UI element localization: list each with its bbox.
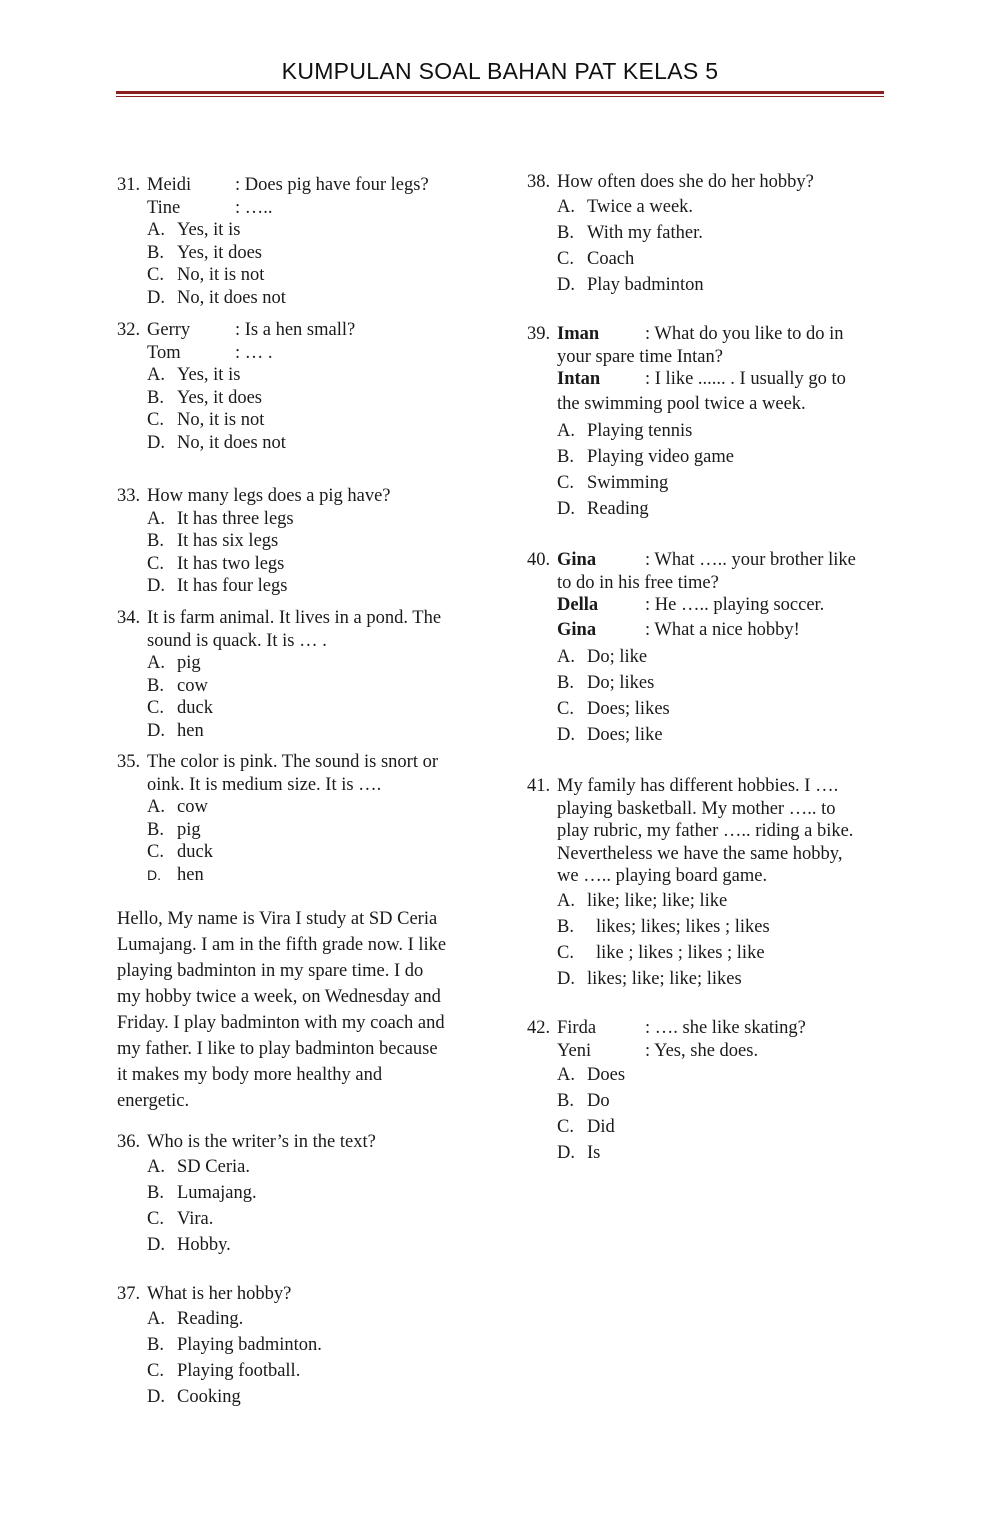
option-a[interactable]: A. Playing tennis bbox=[557, 420, 693, 441]
question-number: 38. bbox=[527, 172, 551, 192]
speaker: Firda bbox=[557, 1018, 597, 1038]
passage-line: it makes my body more healthy and bbox=[117, 1065, 383, 1085]
dialog-text: the swimming pool twice a week. bbox=[557, 393, 806, 414]
option-c[interactable]: C. Coach bbox=[557, 248, 635, 269]
speaker: Gerry bbox=[147, 320, 191, 340]
dialog-text: : What a nice hobby! bbox=[645, 619, 800, 640]
dialog-text: : Is a hen small? bbox=[235, 320, 356, 340]
question-35 bbox=[117, 751, 438, 886]
option-d[interactable]: D. Cooking bbox=[147, 1386, 241, 1407]
question-number: 41. bbox=[527, 776, 551, 796]
option-a[interactable]: A. Yes, it is bbox=[147, 365, 241, 385]
dialog-text: : Does pig have four legs? bbox=[235, 175, 429, 195]
option-b[interactable]: B. It has six legs bbox=[147, 531, 279, 551]
option-a[interactable]: A. Yes, it is bbox=[147, 220, 241, 240]
option-d[interactable]: D. No, it does not bbox=[147, 432, 286, 453]
option-c[interactable]: C. like ; likes ; likes ; like bbox=[557, 942, 765, 963]
speaker: Gina bbox=[557, 619, 597, 640]
question-text: sound is quack. It is … . bbox=[147, 630, 327, 651]
question-number: 33. bbox=[117, 486, 141, 506]
question-number: 32. bbox=[117, 320, 141, 340]
option-a[interactable]: A. Twice a week. bbox=[557, 196, 694, 217]
question-38 bbox=[527, 171, 814, 298]
option-d[interactable]: D. Is bbox=[557, 1143, 601, 1163]
speaker: Iman bbox=[557, 324, 600, 344]
dialog-text: to do in his free time? bbox=[557, 572, 719, 593]
dialog-text: : He ….. playing soccer. bbox=[645, 595, 825, 615]
header-rule-thin bbox=[116, 96, 884, 97]
passage-line: Friday. I play badminton with my coach and bbox=[117, 1013, 445, 1033]
speaker: Tine bbox=[147, 197, 181, 218]
option-a[interactable]: A. Do; like bbox=[557, 646, 648, 667]
passage-line: energetic. bbox=[117, 1091, 190, 1111]
speaker: Gina bbox=[557, 550, 597, 570]
question-34 bbox=[117, 607, 441, 742]
question-text: oink. It is medium size. It is …. bbox=[147, 774, 382, 795]
option-c[interactable]: C. It has two legs bbox=[147, 553, 285, 574]
option-b[interactable]: B. Yes, it does bbox=[147, 387, 262, 408]
dialog-text: : What do you like to do in bbox=[645, 324, 844, 344]
passage-line: Hello, My name is Vira I study at SD Ceria bbox=[117, 909, 438, 929]
option-b[interactable]: B. Do; likes bbox=[557, 672, 655, 693]
speaker: Yeni bbox=[557, 1040, 592, 1061]
passage-line: my hobby twice a week, on Wednesday and bbox=[117, 987, 441, 1007]
option-a[interactable]: A. Does bbox=[557, 1065, 626, 1085]
question-40 bbox=[527, 549, 856, 748]
question-41 bbox=[527, 775, 853, 992]
question-number: 42. bbox=[527, 1018, 551, 1038]
option-c[interactable]: C. No, it is not bbox=[147, 410, 265, 430]
option-a[interactable]: A. pig bbox=[147, 653, 201, 673]
option-d[interactable]: D. hen bbox=[147, 864, 204, 885]
option-c[interactable]: C. Swimming bbox=[557, 472, 669, 493]
question-37 bbox=[117, 1283, 322, 1410]
question-text: play rubric, my father ….. riding a bike. bbox=[557, 821, 854, 841]
option-b[interactable]: B. Yes, it does bbox=[147, 242, 262, 263]
passage-line: my father. I like to play badminton because bbox=[117, 1039, 438, 1059]
option-d[interactable]: D. Hobby. bbox=[147, 1234, 231, 1255]
option-d[interactable]: D. Does; like bbox=[557, 724, 663, 745]
passage-line: Lumajang. I am in the fifth grade now. I like bbox=[117, 935, 447, 955]
option-b[interactable]: B. Playing badminton. bbox=[147, 1334, 322, 1355]
question-text: we ….. playing board game. bbox=[557, 866, 768, 886]
page-title: KUMPULAN SOAL BAHAN PAT KELAS 5 bbox=[281, 58, 719, 84]
question-42 bbox=[527, 1017, 806, 1166]
question-text: What is her hobby? bbox=[147, 1284, 292, 1304]
option-b[interactable]: B. pig bbox=[147, 819, 201, 840]
question-number: 40. bbox=[527, 550, 551, 570]
speaker: Intan bbox=[557, 369, 601, 389]
speaker: Della bbox=[557, 595, 599, 615]
question-text: playing basketball. My mother ….. to bbox=[557, 798, 836, 819]
dialog-text: your spare time Intan? bbox=[557, 346, 723, 367]
option-d[interactable]: D. Play badminton bbox=[557, 274, 704, 295]
speaker: Meidi bbox=[147, 175, 192, 195]
option-b[interactable]: B. Do bbox=[557, 1091, 610, 1111]
question-number: 34. bbox=[117, 608, 141, 628]
question-number: 31. bbox=[117, 175, 141, 195]
option-a[interactable]: A. cow bbox=[147, 797, 208, 817]
dialog-text: : ….. bbox=[235, 197, 273, 218]
dialog-text: : What ….. your brother like bbox=[645, 550, 856, 570]
option-c[interactable]: C. No, it is not bbox=[147, 265, 265, 285]
option-b[interactable]: B. Playing video game bbox=[557, 446, 734, 467]
option-d[interactable]: D. No, it does not bbox=[147, 287, 286, 308]
option-d[interactable]: D. Reading bbox=[557, 498, 649, 519]
question-number: 35. bbox=[117, 752, 141, 772]
question-text: How often does she do her hobby? bbox=[557, 172, 814, 192]
option-b[interactable]: B. With my father. bbox=[557, 222, 703, 243]
option-d[interactable]: D. likes; like; like; likes bbox=[557, 968, 742, 989]
question-31 bbox=[117, 174, 429, 309]
option-c[interactable]: C. Does; likes bbox=[557, 698, 670, 719]
header-rule-thick bbox=[116, 91, 884, 94]
question-text: My family has different hobbies. I …. bbox=[557, 776, 839, 796]
dialog-text: : I like ...... . I usually go to bbox=[645, 369, 846, 389]
question-text: It is farm animal. It lives in a pond. The bbox=[147, 608, 442, 628]
passage-line: playing badminton in my spare time. I do bbox=[117, 961, 424, 981]
option-a[interactable]: A. SD Ceria. bbox=[147, 1156, 250, 1177]
question-33 bbox=[117, 485, 391, 598]
question-number: 37. bbox=[117, 1284, 141, 1304]
question-number: 36. bbox=[117, 1132, 141, 1152]
option-a[interactable]: A. It has three legs bbox=[147, 508, 294, 529]
option-b[interactable]: B. cow bbox=[147, 675, 208, 696]
question-text: How many legs does a pig have? bbox=[147, 486, 391, 506]
option-c[interactable]: C. Vira. bbox=[147, 1208, 214, 1229]
dialog-text: : …. she like skating? bbox=[645, 1018, 806, 1038]
question-36 bbox=[117, 1131, 376, 1258]
question-text: Nevertheless we have the same hobby, bbox=[557, 843, 843, 864]
option-a[interactable]: A. like; like; like; like bbox=[557, 890, 728, 911]
option-c[interactable]: C. Did bbox=[557, 1117, 615, 1137]
option-a[interactable]: A. Reading. bbox=[147, 1308, 244, 1329]
reading-passage bbox=[117, 906, 477, 1114]
question-32 bbox=[117, 319, 355, 454]
option-d[interactable]: D. It has four legs bbox=[147, 576, 288, 596]
question-number: 39. bbox=[527, 324, 551, 344]
option-b[interactable]: B. Lumajang. bbox=[147, 1182, 257, 1203]
option-b[interactable]: B. likes; likes; likes ; likes bbox=[557, 916, 770, 937]
option-c[interactable]: C. Playing football. bbox=[147, 1360, 301, 1381]
speaker: Tom bbox=[147, 342, 181, 363]
question-text: Who is the writer’s in the text? bbox=[147, 1132, 376, 1152]
option-d[interactable]: D. hen bbox=[147, 720, 204, 741]
option-c[interactable]: C. duck bbox=[147, 698, 213, 718]
dialog-text: : … . bbox=[235, 342, 273, 363]
option-c[interactable]: C. duck bbox=[147, 842, 213, 862]
question-text: The color is pink. The sound is snort or bbox=[147, 752, 439, 772]
question-39 bbox=[527, 323, 846, 522]
dialog-text: : Yes, she does. bbox=[645, 1040, 759, 1061]
